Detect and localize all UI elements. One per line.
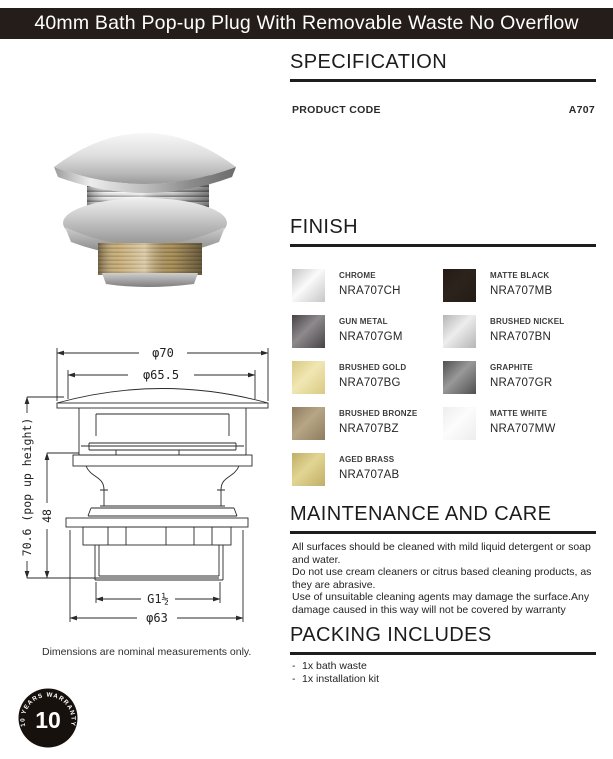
finish-swatch — [443, 361, 476, 394]
finish-option — [443, 315, 595, 348]
warranty-arc-text: 10 YEARS WARRANTY — [19, 691, 77, 728]
maintenance-line: Do not use cream cleaners or citrus based cleaning products, as they are abrasive. — [292, 566, 592, 591]
finish-option — [292, 315, 443, 348]
finish-code: NRA707GR — [490, 377, 553, 389]
finish-rule — [290, 244, 596, 247]
drawing-labels — [20, 345, 194, 625]
finish-option — [292, 453, 443, 486]
finish-option — [292, 407, 443, 440]
maintenance-text — [292, 541, 596, 617]
page-title: 40mm Bath Pop-up Plug With Removable Waste No Overflow — [34, 12, 579, 34]
finish-code: NRA707CH — [339, 285, 401, 297]
finish-option — [443, 269, 595, 302]
warranty-years: 10 — [35, 707, 61, 733]
dimensions-footnote: Dimensions are nominal measurements only. — [42, 646, 252, 658]
dim-base: φ63 — [146, 611, 168, 625]
finish-option — [292, 269, 443, 302]
plug-illustration — [54, 133, 236, 287]
maintenance-line: All surfaces should be cleaned with mild liquid detergent or soap and water. — [292, 541, 591, 566]
finish-swatch — [292, 361, 325, 394]
packing-item: - 1x installation kit — [292, 673, 380, 685]
warranty-badge — [18, 688, 78, 748]
finish-swatch — [292, 315, 325, 348]
finish-code: NRA707MW — [490, 423, 556, 435]
packing-rule — [290, 652, 596, 655]
finish-code: NRA707GM — [339, 331, 403, 343]
product-code-value: A707 — [568, 104, 595, 116]
finish-option — [292, 361, 443, 394]
finish-name: MATTE BLACK — [490, 271, 550, 280]
finish-name: BRUSHED BRONZE — [339, 409, 418, 418]
product-code-row — [292, 104, 595, 116]
finish-grid — [292, 269, 598, 486]
finish-code: NRA707AB — [339, 469, 400, 481]
dim-cap-outer: φ70 — [152, 346, 174, 360]
finish-swatch — [443, 269, 476, 302]
finish-option — [443, 361, 595, 394]
finish-swatch — [443, 407, 476, 440]
packing-heading: PACKING INCLUDES — [290, 624, 492, 646]
specification-rule — [290, 79, 596, 82]
dim-cap-inner: φ65.5 — [142, 368, 180, 382]
finish-swatch — [292, 407, 325, 440]
finish-name: GUN METAL — [339, 317, 388, 326]
finish-code: NRA707MB — [490, 285, 553, 297]
packing-list — [292, 660, 595, 686]
packing-item: - 1x bath waste — [292, 660, 367, 672]
maintenance-rule — [290, 531, 596, 534]
specification-heading: SPECIFICATION — [290, 51, 448, 73]
title-bar — [0, 8, 613, 39]
finish-name: BRUSHED NICKEL — [490, 317, 565, 326]
finish-name: GRAPHITE — [490, 363, 533, 372]
dim-thread: G1½ — [147, 592, 169, 606]
dim-body-height: 48 — [40, 509, 54, 523]
finish-code: NRA707BN — [490, 331, 552, 343]
finish-name: AGED BRASS — [339, 455, 395, 464]
finish-code: NRA707BG — [339, 377, 401, 389]
maintenance-line: Use of unsuitable cleaning agents may damage the surface.Any damage caused in this way will not be covered by warranty — [292, 591, 590, 616]
product-code-label: PRODUCT CODE — [292, 104, 381, 116]
finish-swatch — [292, 453, 325, 486]
finish-heading: FINISH — [290, 216, 358, 238]
technical-drawing — [16, 340, 278, 636]
product-photo — [45, 97, 245, 289]
finish-name: BRUSHED GOLD — [339, 363, 407, 372]
maintenance-heading: MAINTENANCE AND CARE — [290, 503, 552, 525]
finish-code: NRA707BZ — [339, 423, 399, 435]
drawing-lines — [27, 348, 268, 622]
finish-swatch — [443, 315, 476, 348]
finish-option — [443, 407, 595, 440]
finish-name: MATTE WHITE — [490, 409, 548, 418]
finish-swatch — [292, 269, 325, 302]
finish-name: CHROME — [339, 271, 376, 280]
dim-pop-up-height: 70.6 (pop up height) — [20, 417, 34, 557]
